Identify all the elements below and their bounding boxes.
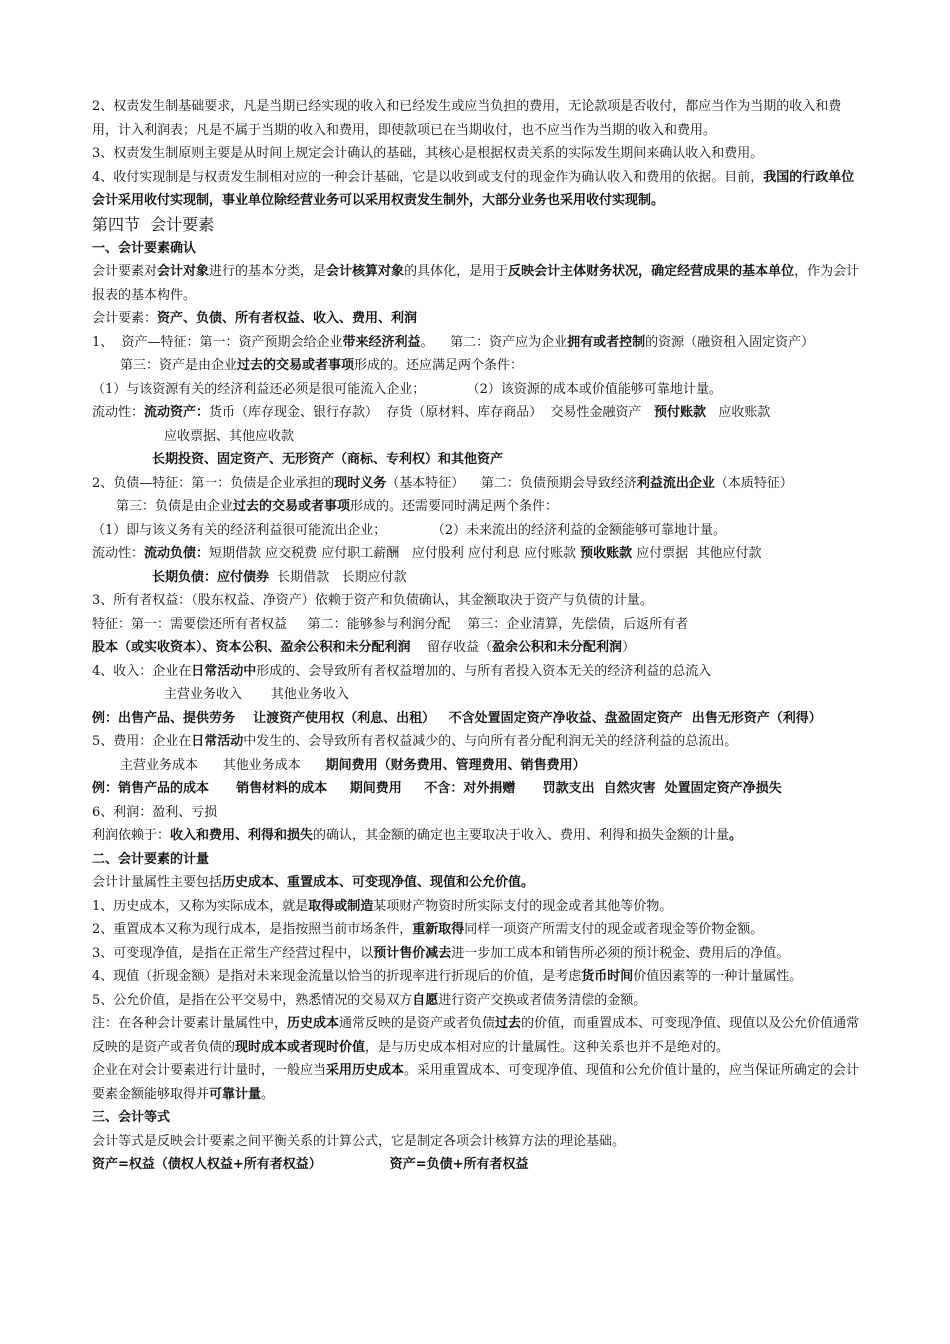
text-run: 6、利润：盈利、亏损 <box>92 804 218 820</box>
text-run: 流动性： <box>92 546 145 561</box>
bold-text: 长期负债：应付债券 <box>152 569 270 585</box>
text-run: 进一步加工成本和销售所必须的预计税金、费用后的净值。 <box>451 945 790 961</box>
text-run: 的资源（融资租入固定资产） <box>645 334 815 350</box>
paragraph-liabilities-features <box>92 472 862 496</box>
bold-text: 流动资产： <box>144 405 210 420</box>
text-run: 2、重置成本又称为现行成本，是指按照当前市场条件， <box>92 922 413 937</box>
paragraph-revenue <box>92 660 862 684</box>
paragraph-owners-equity <box>92 589 862 613</box>
text-run: 1、 资产—特征：第一：资产预期会给企业 <box>92 334 343 350</box>
text-run: 3、可变现净值，是指在正常生产经营过程中，以 <box>92 945 374 961</box>
bold-text: 日常活动中 <box>191 663 257 679</box>
text-run: 同样一项资产所需支付的现金或者现金等价物金额。 <box>464 922 764 937</box>
paragraph-expense-types <box>92 754 862 778</box>
text-run: 4、收付实现制是与权责发生制相对应的一种会计基础，它是以收到或支付的现金作为确认收入和费用的依据。目前， <box>92 169 764 185</box>
bold-text: 取得或制造 <box>308 898 374 914</box>
text-run: 3、所有者权益：（股东权益、净资产）依赖于资产和负债确认，其金额取决于资产与负债的计量。 <box>92 593 653 608</box>
bold-text: 重新取得 <box>412 922 465 937</box>
text-run: 主营业务收入 其他业务收入 <box>164 687 349 702</box>
bold-text: 带来经济利益 <box>342 334 421 350</box>
bold-text: 二、会计要素的计量 <box>92 851 210 867</box>
section-title <box>92 213 862 237</box>
text-run: 的确认，其金额的确定也主要取决于收入、费用、利得和损失金额的计量 <box>313 828 730 843</box>
bold-text: 过去 <box>495 1016 522 1031</box>
text-run: 某项财产物资时所实际支付的现金或者其他等价物。 <box>373 898 673 914</box>
bold-text: 可靠计量 <box>209 1086 262 1102</box>
paragraph-profit <box>92 801 862 825</box>
paragraph-element-definition <box>92 260 862 307</box>
bold-text: 盈余公积和未分配利润 <box>492 640 623 655</box>
text-run: （1）与该资源有关的经济利益还必须是很可能流入企业； （2）该资源的成本或价值能够可靠地计量。 <box>92 381 722 397</box>
text-run: 主营业务成本 其他业务成本 <box>120 757 326 773</box>
text-run: 企业在对会计要素进行计量时，一般应当 <box>92 1063 327 1078</box>
paragraph-profit-depends <box>92 824 862 848</box>
bold-text: 预付账款 <box>653 405 706 420</box>
text-run: 进行的基本分类，是 <box>209 264 327 279</box>
paragraph-replacement-cost <box>92 918 862 942</box>
text-run: （基本特征） 第二：负债预期会导致经济 <box>386 475 637 491</box>
text-run: 中发生的、会导致所有者权益减少的、与向所有者分配利润无关的经济利益的总流出。 <box>243 734 738 749</box>
text-run: 特征：第一：需要偿还所有者权益 第二：能够参与利润分配 第三：企业清算，先偿债，后返所有者 <box>92 616 689 632</box>
text-run: 会计计量属性主要包括 <box>92 875 223 890</box>
paragraph-liabilities-third-feature <box>92 495 862 519</box>
paragraph-expense-examples <box>92 777 862 801</box>
paragraph-expenses <box>92 730 862 754</box>
text-run: 第三：负债是由企业 <box>116 499 234 514</box>
heading-element-recognition <box>92 237 862 261</box>
text-run: 5、公允价值，是指在公平交易中，熟悉情况的交易双方 <box>92 992 413 1008</box>
text-run: 会计要素对 <box>92 264 158 279</box>
paragraph-equation-definition <box>92 1130 862 1154</box>
text-run: 应收票据、其他应收款 <box>164 428 295 444</box>
text-run: 2、负债—特征：第一：负债是企业承担的 <box>92 475 335 491</box>
bold-text: 预收账款 <box>580 546 633 561</box>
bold-text: 利益流出企业 <box>636 475 715 491</box>
text-run: 应收账款 <box>705 405 771 420</box>
text-run: 3、权责发生制原则主要是从时间上规定会计确认的基础，其核心是根据权责关系的实际发生期间来确认收入和费用。 <box>92 146 764 161</box>
paragraph-note <box>92 1012 862 1059</box>
text-run: 2、权责发生制基础要求，凡是当期已经实现的收入和已经发生或应当负担的费用，无论款项是否收付，都应当作为当期的收入和费用，计入利润表；凡是不属于当期的收入和费用，即使款项已在当期收付，也不应当作为当期的收入和费用。 <box>92 99 842 138</box>
paragraph-accrual-basis-principle <box>92 142 862 166</box>
paragraph-noncurrent-assets <box>92 448 862 472</box>
paragraph-revenue-types <box>92 683 862 707</box>
heading-accounting-equation <box>92 1106 862 1130</box>
text-run: 通常反映的是资产或者负债 <box>339 1016 496 1031</box>
paragraph-current-liabilities <box>92 542 862 566</box>
bold-text: 流动负债： <box>144 546 210 561</box>
bold-text: 资产、负债、所有者权益、收入、费用、利润 <box>157 311 418 326</box>
bold-text: 期间费用（财务费用、管理费用、销售费用） <box>325 757 586 773</box>
text-run: ，是与历史成本相对应的计量属性。这种关系也并不是绝对的。 <box>365 1039 730 1055</box>
text-run: 进行资产交换或者债务清偿的金额。 <box>438 992 647 1008</box>
paragraph-current-assets <box>92 401 862 425</box>
text-run: 应付票据 其他应付款 <box>632 546 762 561</box>
text-run: 。采用重置成本、可变现净值、现值和公允价值计量的，应当保证所确定的会计要素金额能够取得并 <box>92 1063 860 1102</box>
bold-text: 历史成本 <box>287 1016 340 1031</box>
paragraph-equity-features <box>92 613 862 637</box>
text-run: 短期借款 应交税费 应付职工薪酬 应付股利 应付利息 应付账款 <box>209 546 581 561</box>
text-run: 形成的。还应满足两个条件： <box>354 358 524 373</box>
bold-text: 采用历史成本 <box>326 1063 405 1078</box>
text-run: 第四节 会计要素 <box>92 214 215 234</box>
text-run: ） <box>622 640 636 655</box>
bold-text: 历史成本、重置成本、可变现净值、现值和公允价值。 <box>222 875 535 890</box>
bold-text: 会计核算对象 <box>326 264 405 279</box>
bold-text: 预计售价减去 <box>373 945 452 961</box>
bold-text: 股本（或实收资本）、资本公积、盈余公积和未分配利润 <box>92 640 411 655</box>
bold-text: 现时成本或者现时价值 <box>235 1039 366 1055</box>
bold-text: 拥有或者控制 <box>567 334 646 350</box>
bold-text: 自愿 <box>412 992 439 1008</box>
paragraph-assets-third-feature <box>92 354 862 378</box>
paragraph-cash-basis <box>92 166 862 213</box>
text-run: 价值因素等的一种计量属性。 <box>633 969 803 984</box>
text-run: 会计等式是反映会计要素之间平衡关系的计算公式，它是制定各项会计核算方法的理论基础。 <box>92 1133 626 1149</box>
bold-text: 我国的行政单位会计采用收付实现制，事业单位除经营业务可以采用权责发生制外，大部分业务也采用收付实现制。 <box>92 169 855 208</box>
paragraph-liabilities-conditions <box>92 519 862 543</box>
text-run: （本质特征） <box>714 475 793 491</box>
paragraph-present-value <box>92 965 862 989</box>
paragraph-revenue-examples <box>92 707 862 731</box>
text-run: 4、现值（折现金额）是指对未来现金流量以恰当的折现率进行折现后的价值，是考虑 <box>92 969 582 984</box>
text-run: 第三：资产是由企业 <box>120 358 238 373</box>
text-run: （1）即与该义务有关的经济利益很可能流出企业； （2）未来流出的经济利益的金额能够可靠地计量。 <box>92 522 726 538</box>
paragraph-current-assets-cont <box>92 425 862 449</box>
paragraph-net-realizable-value <box>92 942 862 966</box>
text-run: 1、历史成本，又称为实际成本，就是 <box>92 898 309 914</box>
text-run: 形成的。还需要同时满足两个条件： <box>350 499 559 514</box>
paragraph-assets-conditions <box>92 378 862 402</box>
bold-text: 。 <box>729 828 743 843</box>
text-run: 。 第二：资产应为企业 <box>420 334 568 350</box>
text-run: 货币（库存现金、银行存款） 存货（原材料、库存商品） 交易性金融资产 <box>209 405 654 420</box>
paragraph-equity-components <box>92 636 862 660</box>
text-run: 流动性： <box>92 405 145 420</box>
paragraph-accrual-basis-requirement <box>92 95 862 142</box>
text-run: 4、收入：企业在 <box>92 663 192 679</box>
text-run: 的具体化，是用于 <box>404 264 509 279</box>
text-run: 利润依赖于： <box>92 828 171 843</box>
bold-text: 例：销售产品的成本 销售材料的成本 期间费用 不含：对外捐赠 罚款支出 自然灾害 处置固定资产净损失 <box>92 781 782 796</box>
text-run: 形成的、会导致所有者权益增加的、与所有者投入资本无关的经济利益的总流入 <box>256 663 712 679</box>
text-run: ，作为会计报表的基本构件。 <box>92 264 860 303</box>
bold-text: 资产=权益（债权人权益+所有者权益） 资产=负债+所有者权益 <box>92 1157 529 1172</box>
bold-text: 收入和费用、利得和损失 <box>170 828 314 843</box>
text-run: 会计要素： <box>92 311 158 326</box>
paragraph-historical-cost <box>92 895 862 919</box>
paragraph-long-term-liabilities <box>92 566 862 590</box>
bold-text: 长期投资、固定资产、无形资产（商标、专利权）和其他资产 <box>152 452 504 467</box>
paragraph-assets-features <box>92 331 862 355</box>
bold-text: 日常活动 <box>191 734 244 749</box>
text-run: 留存收益（ <box>410 640 493 655</box>
bold-text: 例：出售产品、提供劳务 让渡资产使用权（利息、出租） 不含处置固定资产净收益、盘盈固定资产 出售无形资产（利得） <box>92 710 822 726</box>
bold-text: 现时义务 <box>334 475 387 491</box>
bold-text: 一、会计要素确认 <box>92 240 197 256</box>
text-run: 注：在各种会计要素计量属性中， <box>92 1016 288 1031</box>
heading-element-measurement <box>92 848 862 872</box>
bold-text: 会计对象 <box>157 264 210 279</box>
text-run: 的价值，而重置成本、可变现净值、现值以及公允价值通常反映的是资产或者负债的 <box>92 1016 860 1055</box>
paragraph-equations <box>92 1153 862 1177</box>
paragraph-element-list <box>92 307 862 331</box>
paragraph-measurement-attributes <box>92 871 862 895</box>
text-run: 5、费用：企业在 <box>92 734 192 749</box>
bold-text: 货币时间 <box>581 969 634 984</box>
bold-text: 过去的交易或者事项 <box>237 358 355 373</box>
text-run: 长期借款 长期应付款 <box>269 569 407 585</box>
bold-text: 三、会计等式 <box>92 1110 171 1125</box>
paragraph-fair-value <box>92 989 862 1013</box>
bold-text: 过去的交易或者事项 <box>233 499 351 514</box>
text-run: 。 <box>261 1086 275 1102</box>
bold-text: 反映会计主体财务状况，确定经营成果的基本单位 <box>508 264 795 279</box>
paragraph-measurement-practice <box>92 1059 862 1106</box>
